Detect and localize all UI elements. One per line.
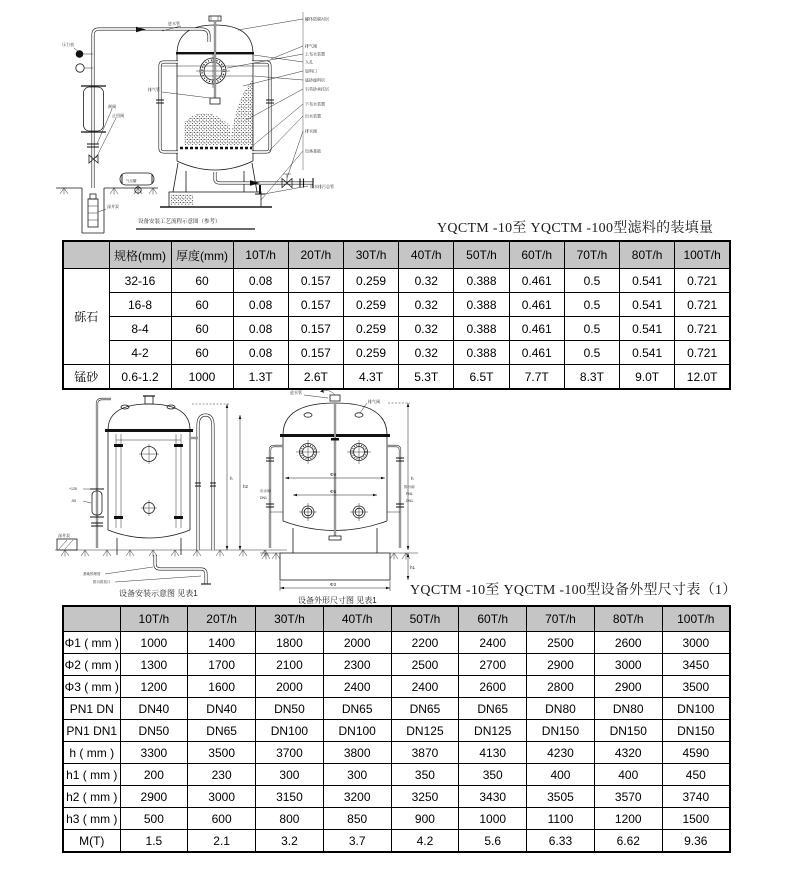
cell: 0.259 (343, 269, 398, 293)
cell: 2500 (391, 654, 459, 676)
cell: 3700 (256, 742, 324, 764)
cell: 0.461 (509, 341, 564, 365)
row-label: h1 ( mm ) (63, 764, 120, 786)
cell: 0.721 (675, 341, 730, 365)
cell: DN50 (256, 698, 324, 720)
blowdown-label: 排污阀 (404, 485, 415, 489)
cell: 16-8 (109, 293, 171, 317)
table-row (63, 654, 730, 676)
cell: 0.08 (233, 293, 288, 317)
installation-diagram (55, 388, 290, 603)
cell: 2900 (594, 676, 662, 698)
underground-drain (83, 555, 211, 584)
cell: 0.157 (288, 341, 343, 365)
cell: 0.5 (564, 269, 619, 293)
cell: 0.461 (509, 293, 564, 317)
row-label: Φ3 ( mm ) (63, 676, 120, 698)
cell: 0.32 (399, 269, 454, 293)
cell: 1800 (256, 632, 324, 654)
cell: 9.36 (662, 830, 730, 853)
inlet-label: 进水管 (168, 21, 180, 26)
cell: 600 (188, 808, 256, 830)
diagram2-caption: 设备安装示意图 见表1 (119, 589, 198, 598)
cell: 400 (594, 764, 662, 786)
cell: 1700 (188, 654, 256, 676)
process-flow-diagram (50, 2, 400, 237)
cell: 1500 (662, 808, 730, 830)
cell: 200 (120, 764, 188, 786)
column-header: 70T/h (564, 241, 619, 269)
cell: 2500 (527, 632, 595, 654)
cell: 1400 (188, 632, 256, 654)
cell: 4-2 (109, 341, 171, 365)
cell: 3.2 (256, 830, 324, 853)
cell: DN125 (459, 720, 527, 742)
embed-pipe-label: 基础预埋管 (83, 572, 101, 576)
check-valve-label: 止回阀 (112, 113, 124, 118)
table-row (63, 365, 730, 390)
cell: DN40 (120, 698, 188, 720)
cell: 1200 (120, 676, 188, 698)
cell: 2600 (459, 676, 527, 698)
cell: 60 (171, 293, 233, 317)
cell: 3250 (391, 786, 459, 808)
cell: 0.5 (564, 317, 619, 341)
cell: 4.3T (343, 365, 398, 390)
cell: 0.388 (454, 317, 509, 341)
cell: DN80 (594, 698, 662, 720)
cell: DN100 (256, 720, 324, 742)
callout-label: 排水阀 (305, 128, 317, 134)
u-pipe (190, 415, 216, 550)
table-row (63, 764, 730, 786)
cell: 350 (459, 764, 527, 786)
callout-label: 锰砂滤料层 (305, 77, 325, 83)
callout-label: 人孔 (305, 59, 313, 65)
cell: 6.62 (594, 830, 662, 853)
cell: 2800 (527, 676, 595, 698)
cell: 3150 (256, 786, 324, 808)
gauge-label: 压力表 (62, 42, 74, 47)
header-row (63, 606, 730, 632)
cell: 3000 (594, 654, 662, 676)
table-row (63, 830, 730, 853)
table-row (63, 269, 730, 293)
buffer-tank-label: 气压罐 (126, 179, 137, 183)
cell: 0.5 (564, 341, 619, 365)
callout-label: 石英砂承托层 (305, 86, 329, 92)
cell: 0.388 (454, 269, 509, 293)
foundation (260, 553, 418, 591)
cell: 60 (171, 341, 233, 365)
dim-h2: h2 (243, 484, 249, 489)
cell: 8-4 (109, 317, 171, 341)
row-group-label: 砾石 (63, 269, 109, 365)
cell: 1100 (527, 808, 595, 830)
callout-label: 加料口 (305, 68, 317, 74)
level-mark-high: +125 (69, 487, 77, 491)
cell: 2000 (323, 632, 391, 654)
cell: 3200 (323, 786, 391, 808)
cell: 3000 (188, 786, 256, 808)
cell: DN80 (527, 698, 595, 720)
cell: 2700 (459, 654, 527, 676)
cell: 3300 (120, 742, 188, 764)
outlet-piping (215, 172, 313, 194)
cell: 1600 (188, 676, 256, 698)
cell: 3570 (594, 786, 662, 808)
cell: 0.259 (343, 293, 398, 317)
dn-label: DN1 (406, 499, 414, 503)
pump-label: 深井泵 (107, 204, 119, 209)
callout-label: 出水装置 (305, 113, 321, 119)
column-header (63, 241, 109, 269)
cell: 4320 (594, 742, 662, 764)
cell: 850 (323, 808, 391, 830)
column-header: 30T/h (343, 241, 398, 269)
cell: 1000 (171, 365, 233, 390)
cell: 0.08 (233, 341, 288, 365)
table-row (63, 698, 730, 720)
manhole-flanges (296, 440, 371, 521)
cell: 32-16 (109, 269, 171, 293)
cell: 4.2 (391, 830, 459, 853)
dim-phi3: Φ3 (330, 582, 337, 587)
cell: 3000 (662, 632, 730, 654)
cell: 400 (527, 764, 595, 786)
cell: 4590 (662, 742, 730, 764)
column-header: 80T/h (620, 241, 675, 269)
cell: 0.5 (564, 293, 619, 317)
cell: 0.541 (620, 269, 675, 293)
cell: DN65 (323, 698, 391, 720)
table-row (63, 676, 730, 698)
cell: 0.157 (288, 293, 343, 317)
row-label: PN1 DN1 (63, 720, 120, 742)
cell: 1000 (120, 632, 188, 654)
cell: 2400 (323, 676, 391, 698)
vent-pipe-label: 排气管 (148, 87, 160, 92)
cell: 3500 (188, 742, 256, 764)
pressure-gauges (76, 50, 93, 72)
cell: 0.461 (509, 317, 564, 341)
buffer-tank (120, 173, 154, 193)
cell: 0.541 (620, 293, 675, 317)
column-header: 100T/h (662, 606, 730, 632)
cell: 0.32 (399, 341, 454, 365)
cell: 12.0T (675, 365, 730, 390)
table-row (63, 632, 730, 654)
cell: DN40 (188, 698, 256, 720)
cell: 5.6 (459, 830, 527, 853)
cell: 2200 (391, 632, 459, 654)
column-header: 50T/h (391, 606, 459, 632)
cell: 450 (662, 764, 730, 786)
manhole-flange (196, 54, 230, 88)
standpipe (69, 399, 111, 548)
cell: 7.7T (509, 365, 564, 390)
cell: 3870 (391, 742, 459, 764)
column-header: 70T/h (527, 606, 595, 632)
cell: 0.721 (675, 269, 730, 293)
callout-label: 设备基础 (305, 148, 321, 154)
cell: 0.157 (288, 269, 343, 293)
dim-h: h (230, 476, 233, 481)
row-label: M(T) (63, 830, 120, 853)
cell: DN65 (188, 720, 256, 742)
column-header: 20T/h (188, 606, 256, 632)
dim-h: h (411, 476, 414, 481)
cell: 2100 (256, 654, 324, 676)
cell: 3.7 (323, 830, 391, 853)
cell: DN65 (459, 698, 527, 720)
cell: 3450 (662, 654, 730, 676)
row-label: h ( mm ) (63, 742, 120, 764)
cell: 300 (256, 764, 324, 786)
left-labels (62, 20, 210, 212)
column-header: 40T/h (399, 241, 454, 269)
cell: 2400 (459, 632, 527, 654)
cell: 0.541 (620, 317, 675, 341)
cell: 0.721 (675, 293, 730, 317)
cell: DN65 (391, 698, 459, 720)
cell: 2900 (527, 654, 595, 676)
equipment-dimension-table (62, 605, 731, 853)
diagram1-caption: 设备安装工艺流程示意图（参考） (138, 219, 221, 225)
column-header: 60T/h (509, 241, 564, 269)
inlet-label: 进水管 (290, 390, 302, 395)
column-header: 40T/h (323, 606, 391, 632)
cell: 230 (188, 764, 256, 786)
cell: 2600 (594, 632, 662, 654)
table-row (63, 808, 730, 830)
row-label: h3 ( mm ) (63, 808, 120, 830)
callout-label: 出水排污总管 (310, 184, 334, 189)
cell: 0.32 (399, 293, 454, 317)
cell: 9.0T (620, 365, 675, 390)
cell: 500 (120, 808, 188, 830)
column-header: 10T/h (120, 606, 188, 632)
well-and-pump (56, 188, 158, 233)
ground (55, 550, 287, 557)
table-row (63, 786, 730, 808)
cell: 3740 (662, 786, 730, 808)
cell: 800 (256, 808, 324, 830)
cell: 3505 (527, 786, 595, 808)
column-header: 厚度(mm) (171, 241, 233, 269)
table-row (63, 720, 730, 742)
cell: 0.6-1.2 (109, 365, 171, 390)
cell: 2900 (120, 786, 188, 808)
cell: 2.1 (188, 830, 256, 853)
cell: 350 (391, 764, 459, 786)
vent-valve-label: 排气阀 (368, 399, 380, 404)
pump-label: 深井泵 (58, 533, 70, 538)
dimension-lines (192, 404, 249, 550)
cell: 300 (323, 764, 391, 786)
cell: 0.32 (399, 317, 454, 341)
cell: 1300 (120, 654, 188, 676)
cell: 3500 (662, 676, 730, 698)
cell: 2.6T (288, 365, 343, 390)
cell: DN125 (391, 720, 459, 742)
column-header: 10T/h (233, 241, 288, 269)
cell: 0.461 (509, 269, 564, 293)
cell: DN150 (594, 720, 662, 742)
column-header: 规格(mm) (109, 241, 171, 269)
dim-h1: h1 (410, 565, 416, 570)
cell: 2400 (391, 676, 459, 698)
cell: 0.721 (675, 317, 730, 341)
column-header: 100T/h (675, 241, 730, 269)
cell: 0.08 (233, 317, 288, 341)
callout-label: 上布水装置 (305, 51, 325, 57)
cell: 5.3T (399, 365, 454, 390)
gate-valve-label: 闸阀 (108, 104, 116, 109)
cell: 4130 (459, 742, 527, 764)
row-label: h2 ( mm ) (63, 786, 120, 808)
outlet-dn-label: DN1 (260, 496, 268, 500)
level-mark-low: -50 (71, 499, 77, 503)
cell: 0.259 (343, 341, 398, 365)
diagram3-caption: 设备外形尺寸图 见表1 (298, 596, 377, 605)
row-label: Φ2 ( mm ) (63, 654, 120, 676)
cell: 1.3T (233, 365, 288, 390)
cell: 0.388 (454, 293, 509, 317)
column-header: 20T/h (288, 241, 343, 269)
row-group-label: 锰砂 (63, 365, 109, 390)
cell: 1.5 (120, 830, 188, 853)
column-header: 50T/h (454, 241, 509, 269)
cell: 4230 (527, 742, 595, 764)
callout-label: 罐体防腐衬层 (305, 16, 329, 22)
cell: 60 (171, 269, 233, 293)
table-row (63, 341, 730, 365)
cell: 3430 (459, 786, 527, 808)
dim-phi2: Φ2 (330, 472, 337, 477)
table-row (63, 317, 730, 341)
callout-label: 下布水装置 (305, 101, 325, 107)
dimension-diagram (260, 388, 420, 610)
cell: 1000 (459, 808, 527, 830)
table-row (63, 293, 730, 317)
tank (105, 396, 193, 555)
cell: 0.388 (454, 341, 509, 365)
cell: 0.259 (343, 317, 398, 341)
column-header (63, 606, 120, 632)
cell: 8.3T (564, 365, 619, 390)
cell: 0.08 (233, 269, 288, 293)
cell: DN100 (662, 698, 730, 720)
cell: 6.33 (527, 830, 595, 853)
filter-media (180, 80, 253, 148)
cell: 60 (171, 317, 233, 341)
row-label: Φ1 ( mm ) (63, 632, 120, 654)
cell: 1200 (594, 808, 662, 830)
row-label: PN1 DN (63, 698, 120, 720)
cell: DN150 (662, 720, 730, 742)
cell: DN100 (323, 720, 391, 742)
cell: 0.157 (288, 317, 343, 341)
dim-phi1: Φ1 (330, 489, 337, 494)
cell: 2000 (256, 676, 324, 698)
header-row (63, 241, 730, 269)
drain-label: 排污排放口 (93, 580, 111, 584)
cell: 0.541 (620, 341, 675, 365)
cell: DN150 (527, 720, 595, 742)
filter-media-filling-table (62, 240, 731, 390)
column-header: 60T/h (459, 606, 527, 632)
table1-title: YQCTM -10至 YQCTM -100型滤料的装填量 (437, 221, 714, 236)
cell: 2300 (323, 654, 391, 676)
cell: 900 (391, 808, 459, 830)
cell: 6.5T (454, 365, 509, 390)
pn-label: PN1 (406, 492, 413, 496)
callout-label: 排气阀 (305, 43, 317, 49)
cell: 3800 (323, 742, 391, 764)
column-header: 80T/h (594, 606, 662, 632)
cell: DN50 (120, 720, 188, 742)
outlet-label: 出水阀 (260, 489, 271, 493)
table-row (63, 742, 730, 764)
column-header: 30T/h (256, 606, 324, 632)
pump-box (57, 532, 77, 550)
table2-title: YQCTM -10至 YQCTM -100型设备外型尺寸表（1） (410, 583, 737, 598)
